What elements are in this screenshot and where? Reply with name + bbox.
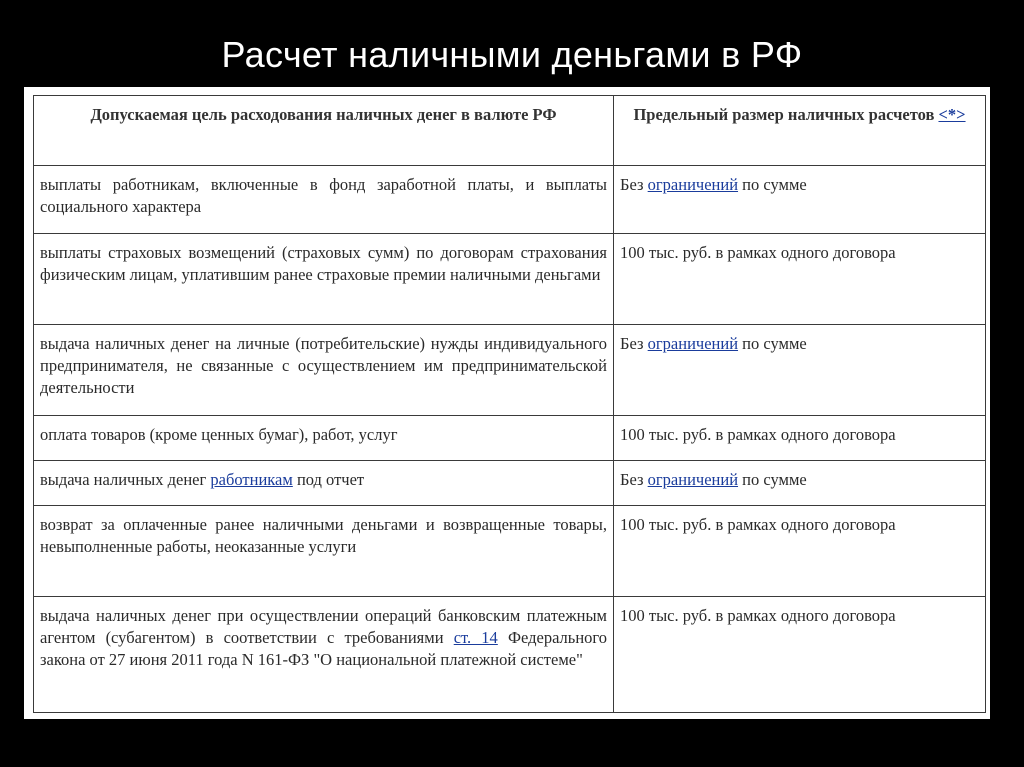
limit-link[interactable]: ограничений: [647, 334, 739, 353]
table-row: [34, 166, 986, 234]
table-body: [34, 166, 986, 713]
purpose-text: выдача наличных денег: [40, 470, 211, 489]
purpose-text: выдача наличных денег на личные (потребительские) нужды индивидуального предпринимателя, не связанные с осуществлением им предпринимательской деятельности: [40, 334, 607, 397]
purpose-cell: [34, 461, 614, 506]
law-link[interactable]: работникам: [210, 470, 293, 489]
limit-text: Без: [620, 470, 648, 489]
table-header-row: [34, 96, 986, 166]
limit-text: по сумме: [738, 334, 807, 353]
purpose-text: оплата товаров (кроме ценных бумаг), работ, услуг: [40, 425, 398, 444]
table-row: [34, 506, 986, 597]
limit-cell: [614, 597, 986, 713]
limit-cell: [614, 506, 986, 597]
purpose-text: под отчет: [292, 470, 365, 489]
purpose-cell: [34, 166, 614, 234]
table-row: [34, 325, 986, 416]
table-panel: [24, 87, 990, 719]
law-link[interactable]: ст. 14: [453, 628, 498, 647]
limit-cell: [614, 234, 986, 325]
header-limit-text: Предельный размер наличных расчетов: [633, 105, 935, 124]
limit-text: 100 тыс. руб. в рамках одного договора: [620, 243, 896, 262]
header-limit: [614, 96, 986, 166]
table-row: [34, 597, 986, 713]
limit-text: Без: [620, 175, 648, 194]
purpose-text: выплаты работникам, включенные в фонд заработной платы, и выплаты социального характера: [40, 175, 607, 216]
purpose-text: выплаты страховых возмещений (страховых сумм) по договорам страхования физическим лицам, уплатившим ранее страховые премии наличными деньгами: [40, 243, 607, 284]
limit-text: по сумме: [738, 175, 807, 194]
purpose-text: Федерального закона от 27 июня 2011 года N 161-ФЗ "О национальной платежной системе": [40, 628, 608, 669]
purpose-cell: [34, 506, 614, 597]
table-row: [34, 461, 986, 506]
limit-cell: [614, 166, 986, 234]
cash-limits-table: [33, 95, 986, 713]
limit-link[interactable]: ограничений: [647, 470, 739, 489]
limit-cell: [614, 461, 986, 506]
purpose-cell: [34, 234, 614, 325]
limit-link[interactable]: ограничений: [647, 175, 739, 194]
table-row: [34, 416, 986, 461]
purpose-cell: [34, 416, 614, 461]
limit-text: по сумме: [738, 470, 807, 489]
footnote-link[interactable]: <*>: [938, 105, 966, 124]
purpose-cell: [34, 325, 614, 416]
table-row: [34, 234, 986, 325]
limit-cell: [614, 416, 986, 461]
header-purpose: Допускаемая цель расходования наличных денег в валюте РФ: [34, 96, 614, 166]
limit-text: 100 тыс. руб. в рамках одного договора: [620, 425, 896, 444]
purpose-text: возврат за оплаченные ранее наличными деньгами и возвращенные товары, невыполненные работы, неоказанные услуги: [40, 515, 607, 556]
limit-text: Без: [620, 334, 648, 353]
limit-text: 100 тыс. руб. в рамках одного договора: [620, 606, 896, 625]
purpose-cell: [34, 597, 614, 713]
limit-cell: [614, 325, 986, 416]
purpose-text: выдача наличных денег при осуществлении операций банковским платежным агентом (субагентом) в соответствии с требованиями: [40, 606, 607, 647]
slide-title: Расчет наличными деньгами в РФ: [221, 34, 803, 75]
limit-text: 100 тыс. руб. в рамках одного договора: [620, 515, 896, 534]
